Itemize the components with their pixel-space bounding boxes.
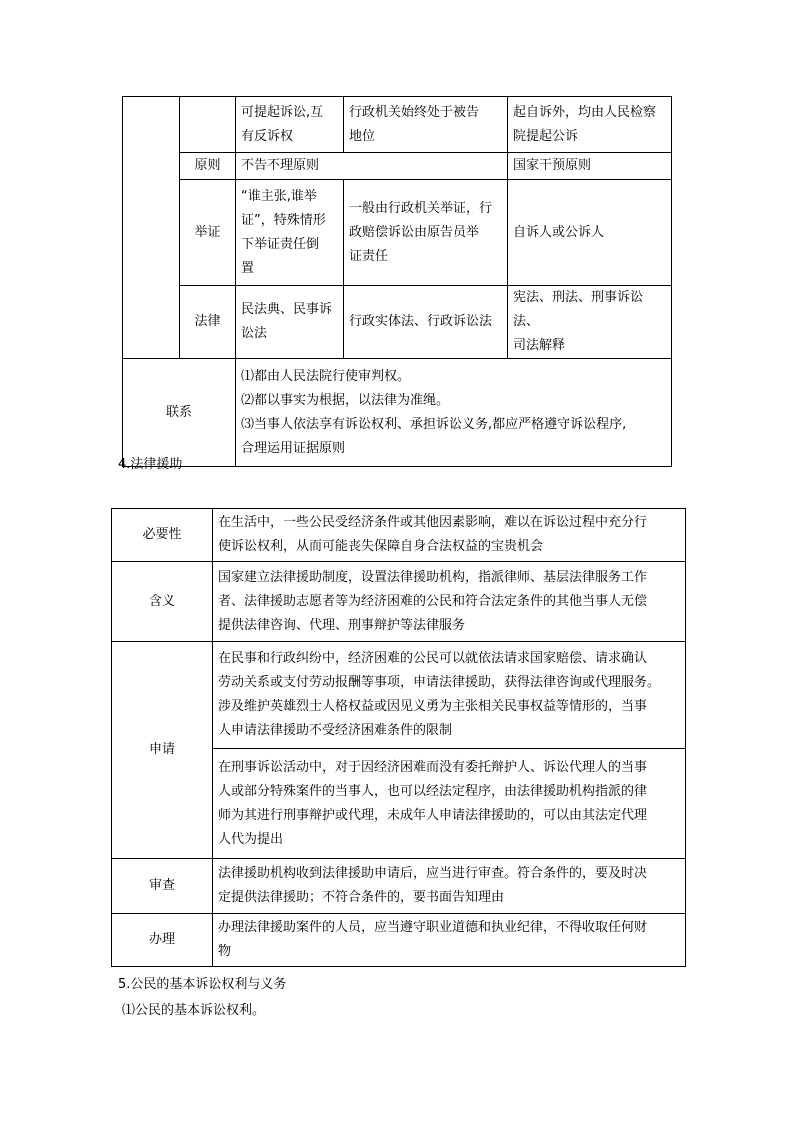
row-label-review: 审查 <box>112 859 213 914</box>
blank-cell <box>123 97 180 359</box>
link-cell: ⑴都由人民法院行使审判权。 ⑵都以事实为根据，以法律为准绳。 ⑶当事人依法享有诉讼权利、承担诉讼义务,都应严格遵守诉讼程序, 合理运用证据原则 <box>236 359 672 467</box>
handle-cell: 办理法律援助案件的人员，应当遵守职业道德和执业纪律，不得收取任何财 物 <box>213 914 686 967</box>
review-cell: 法律援助机构收到法律援助申请后，应当进行审查。符合条件的，要及时决 定提供法律援助；不符合条件的，要书面告知理由 <box>213 859 686 914</box>
evidence-admin-cell: 一般由行政机关举证，行 政赔偿诉讼由原告员举 证责任 <box>344 180 508 286</box>
table-row <box>112 562 686 642</box>
legal-aid-table <box>111 508 686 967</box>
table-row <box>112 914 686 967</box>
table-row <box>123 153 672 180</box>
apply-criminal-cell: 在刑事诉讼活动中，对于因经济困难而没有委托辩护人、诉讼代理人的当事 人或部分特殊案件的当事人，也可以经法定程序，由法律援助机构指派的律 师为其进行刑事辩护或代理，未成年人申请法律援助的，可以由其法定代理 人代为提出 <box>213 749 686 859</box>
paragraph-basic-rights: ⑴公民的基本诉讼权利。 <box>122 1003 266 1018</box>
principle-criminal-cell: 国家干预原则 <box>508 153 672 180</box>
section-heading-rights-duties: 5.公民的基本诉讼权利与义务 <box>118 977 287 992</box>
table-row <box>123 286 672 359</box>
row-label-meaning: 含义 <box>112 562 213 642</box>
table-row <box>112 509 686 562</box>
evidence-criminal-cell: 自诉人或公诉人 <box>508 180 672 286</box>
administrative-cell: 行政机关始终处于被告 地位 <box>344 97 508 153</box>
law-civil-cell: 民法典、民事诉 讼法 <box>236 286 344 359</box>
criminal-cell: 起自诉外，均由人民检察 院提起公诉 <box>508 97 672 153</box>
meaning-cell: 国家建立法律援助制度，设置法律援助机构，指派律师、基层法律服务工作 者、法律援助志愿者等为经济困难的公民和符合法定条件的其他当事人无偿 提供法律咨询、代理、刑事辩护等法律服务 <box>213 562 686 642</box>
table-row <box>123 180 672 286</box>
row-label-handle: 办理 <box>112 914 213 967</box>
table-row <box>112 859 686 914</box>
blank-cell <box>180 97 236 153</box>
row-label-link: 联系 <box>123 359 236 467</box>
row-label-principle: 原则 <box>180 153 236 180</box>
table-row <box>123 97 672 153</box>
evidence-civil-cell: “谁主张,谁举 证”，特殊情形 下举证责任倒 置 <box>236 180 344 286</box>
row-label-necessity: 必要性 <box>112 509 213 562</box>
row-label-law: 法律 <box>180 286 236 359</box>
litigation-comparison-table <box>122 96 672 467</box>
law-criminal-cell: 宪法、刑法、刑事诉讼法、 司法解释 <box>508 286 672 359</box>
apply-civil-cell: 在民事和行政纠纷中，经济困难的公民可以就依法请求国家赔偿、请求确认 劳动关系或支付劳动报酬等事项，申请法律援助，获得法律咨询或代理服务。 涉及维护英雄烈士人格权益或因见义勇为主张相关民事权益等情形的，当事 人申请法律援助不受经济困难条件的限制 <box>213 642 686 749</box>
table-row <box>112 642 686 749</box>
principle-civil-admin-cell: 不告不理原则 <box>236 153 508 180</box>
law-admin-cell: 行政实体法、行政诉讼法 <box>344 286 508 359</box>
civil-cell: 可提起诉讼,互 有反诉权 <box>236 97 344 153</box>
row-label-apply: 申请 <box>112 642 213 859</box>
section-heading-legal-aid: 4.法律援助 <box>118 457 183 472</box>
row-label-evidence: 举证 <box>180 180 236 286</box>
necessity-cell: 在生活中，一些公民受经济条件或其他因素影响，难以在诉讼过程中充分行 使诉讼权利，从而可能丧失保障自身合法权益的宝贵机会 <box>213 509 686 562</box>
table-row <box>123 359 672 467</box>
